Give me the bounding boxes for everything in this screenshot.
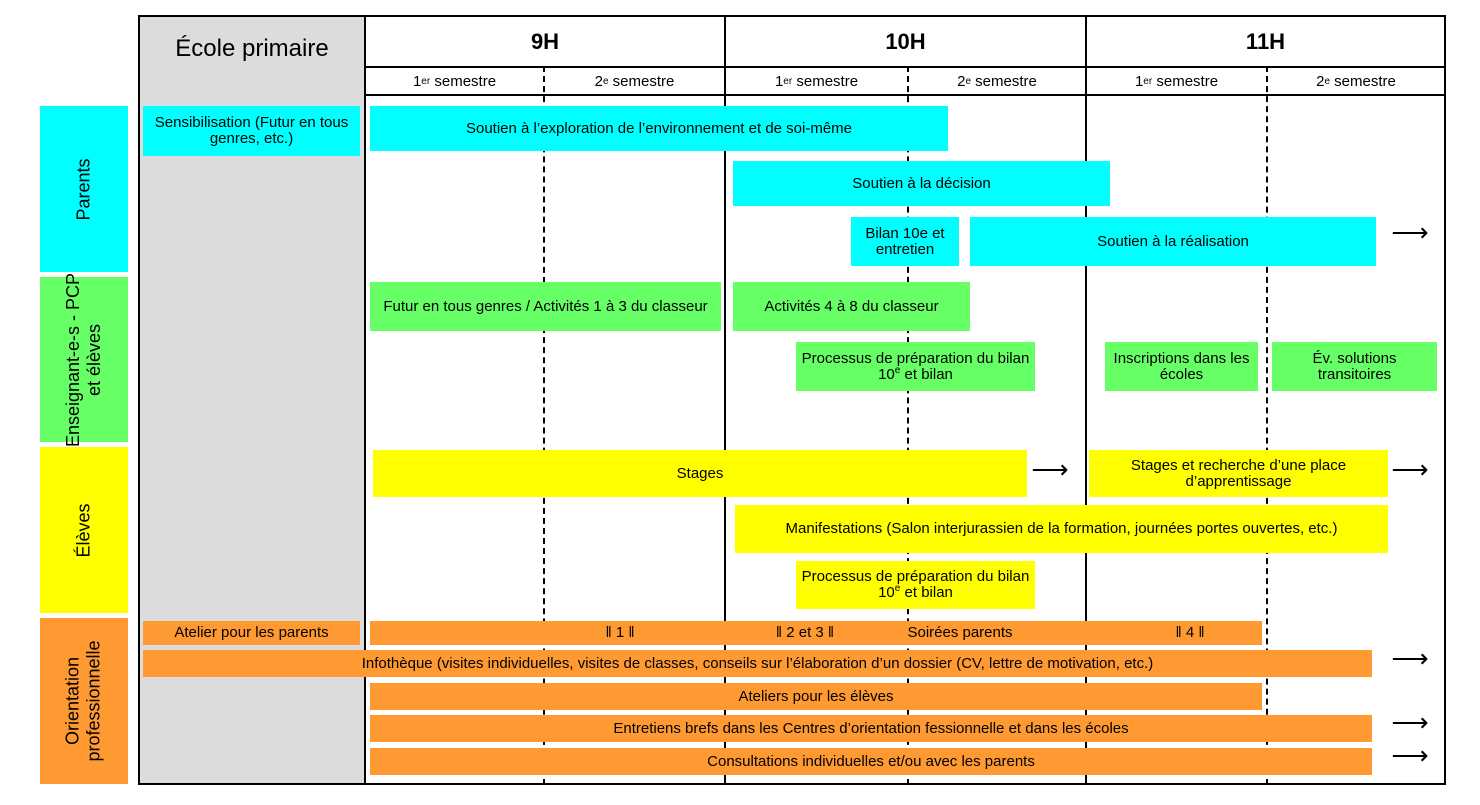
semester-header: 1 er semestre [412, 72, 497, 90]
grid-line [364, 94, 1446, 96]
continuation-arrow: ⟶ [1391, 706, 1429, 737]
semester-header: 2 e semestre [957, 72, 1037, 90]
soiree-1-label: ‖ 1 ‖ [605, 624, 635, 641]
semester-header: 2 e semestre [594, 72, 675, 90]
bar-atelier-parents: Atelier pour les parents [143, 621, 360, 645]
bar-stages-recherche: Stages et recherche d’une place d’apprentissage [1089, 450, 1388, 497]
bar-soutien-decision: Soutien à la décision [733, 161, 1110, 206]
year-header-11h: 11H [1245, 28, 1286, 54]
bar-infotheque: Infothèque (visites individuelles, visites de classes, conseils sur l’élaboration d’un dossier (CV, lettre de motivation, etc.) [143, 650, 1372, 677]
semester-divider [543, 66, 545, 785]
bar-bilan-10e: Bilan 10e et entretien [851, 217, 959, 266]
primary-school-header: École primaire [175, 35, 329, 62]
bar-processus-preparation: Processus de préparation du bilan 10e et bilan [796, 342, 1035, 391]
year-header-10h: 10H [885, 28, 926, 54]
soirees-parents-label: Soirées parents [907, 624, 1013, 641]
category-parents [40, 106, 128, 272]
continuation-arrow: ⟶ [1391, 453, 1429, 484]
soiree-2-3-label: ‖ 2 et 3 ‖ [775, 624, 835, 641]
semester-header: 1 er semestre [1134, 72, 1219, 90]
bar-futur-activites: Futur en tous genres / Activités 1 à 3 du classeur [370, 282, 721, 331]
category-orientation [40, 618, 128, 784]
bar-consultations: Consultations individuelles et/ou avec les parents [370, 748, 1372, 775]
continuation-arrow: ⟶ [1391, 739, 1429, 770]
bar-activites-4-8: Activités 4 à 8 du classeur [733, 282, 970, 331]
semester-header: 1 er semestre [774, 72, 859, 90]
bar-stages: Stages [373, 450, 1027, 497]
year-header-9h: 9H [530, 28, 560, 54]
continuation-arrow: ⟶ [1391, 642, 1429, 673]
continuation-arrow: ⟶ [1391, 216, 1429, 247]
bar-manifestations: Manifestations (Salon interjurassien de la formation, journées portes ouvertes, etc.) [735, 505, 1388, 553]
bar-solutions-transitoires: Év. solutions transitoires [1272, 342, 1437, 391]
semester-header: 2 e semestre [1316, 72, 1396, 90]
category-orientation-label: Orientation professionnelle [63, 640, 105, 762]
category-teachers-students [40, 272, 128, 447]
bar-processus-preparation-students: Processus de préparation du bilan 10e et bilan [796, 561, 1035, 609]
continuation-arrow: ⟶ [1031, 453, 1069, 484]
bar-soutien-exploration: Soutien à l’exploration de l’environnement et de soi-même [370, 106, 948, 151]
bar-sensibilisation: Sensibilisation (Futur en tous genres, etc.) [143, 106, 360, 156]
bar-inscriptions: Inscriptions dans les écoles [1105, 342, 1258, 391]
category-teachers-label: Enseignant-e-s - PCP et élèves [63, 272, 105, 447]
soiree-4-label: ‖ 4 ‖ [1175, 624, 1205, 641]
bar-ateliers-eleves: Ateliers pour les élèves [370, 683, 1262, 710]
category-students [40, 447, 128, 613]
semester-divider [1266, 66, 1268, 785]
category-students-label: Élèves [73, 502, 94, 558]
bar-entretiens-brefs: Entretiens brefs dans les Centres d’orientation fessionnelle et dans les écoles [370, 715, 1372, 742]
bar-soutien-realisation: Soutien à la réalisation [970, 217, 1376, 266]
category-parents-label: Parents [73, 157, 94, 221]
